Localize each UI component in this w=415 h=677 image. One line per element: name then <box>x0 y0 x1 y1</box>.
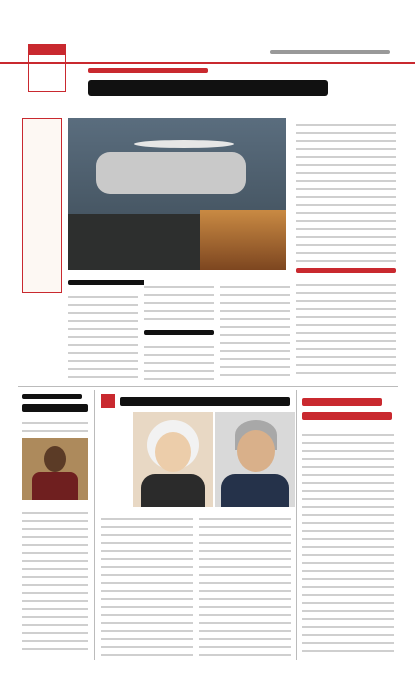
lead-subhead <box>296 268 396 273</box>
left-story-headline <box>22 404 88 412</box>
lead-kicker <box>88 68 208 73</box>
lead-headline <box>88 80 328 96</box>
section-divider <box>18 386 398 387</box>
column-divider <box>94 390 95 660</box>
right-story-headline <box>302 412 392 420</box>
lead-subhead <box>144 330 214 335</box>
lead-text-right-2 <box>296 278 396 378</box>
lead-text-col2b <box>144 340 214 380</box>
center-story-headline <box>120 397 290 406</box>
inset-photo <box>200 210 286 270</box>
lead-text-col1 <box>68 290 138 380</box>
feature-marker-icon <box>101 394 115 408</box>
center-story-text <box>199 512 291 657</box>
left-story-text <box>22 506 88 656</box>
left-story-kicker <box>22 394 82 399</box>
right-story-headline <box>302 398 382 406</box>
lead-summary-box <box>22 118 62 293</box>
lead-text-col3 <box>220 280 290 380</box>
newspaper-logo <box>29 45 65 55</box>
brand-box <box>28 44 66 92</box>
yellen-photo <box>133 412 213 507</box>
dateline <box>270 50 390 54</box>
center-story-text <box>101 512 193 657</box>
right-story-text <box>302 428 394 657</box>
lead-text-col2 <box>144 280 214 324</box>
lead-text-right <box>296 118 396 263</box>
woman-photo <box>22 438 88 500</box>
column-divider <box>296 390 297 660</box>
masthead-rule <box>0 62 415 64</box>
powell-photo <box>215 412 295 507</box>
masthead <box>0 0 415 110</box>
lead-subhead <box>68 280 148 285</box>
left-story-text <box>22 416 88 434</box>
